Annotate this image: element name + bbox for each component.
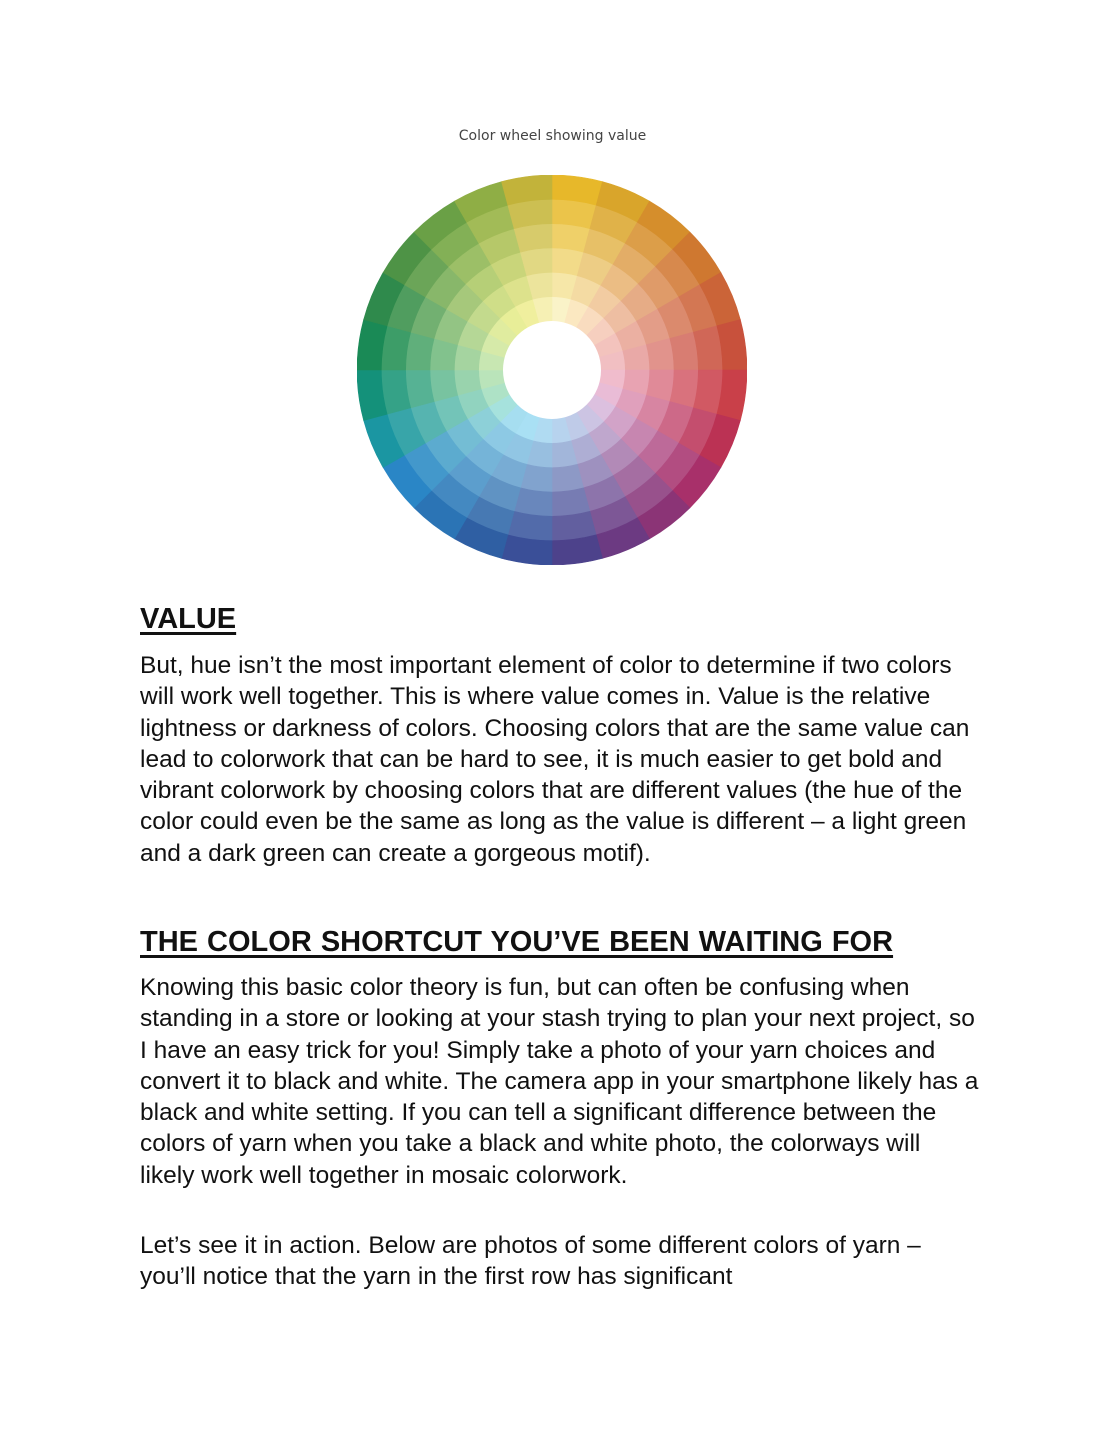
wheel-center: [503, 321, 601, 419]
shortcut-paragraph-1: Knowing this basic color theory is fun, but can often be confusing when standing in a store or looking at your stash trying to plan your next project, so I have an easy trick for you! Simply take a photo of your yarn choices and convert it to black and white. The camera app in your smartphone likely has a black and white setting. If you can tell a significant difference between the colors of yarn when you take a black and white photo, the colorways will likely work well together in mosaic colorwork.: [140, 974, 979, 1189]
shortcut-paragraph-2: Let’s see it in action. Below are photos of some different colors of yarn – you’ll notice that the yarn in the first row has significant: [140, 1232, 921, 1291]
figure-caption: Color wheel showing value: [458, 128, 647, 144]
value-paragraph: But, hue isn’t the most important element of color to determine if two colors will work well together. This is where value comes in. Value is the relative lightness or darkness of colors. Choosing colors that are the same value can lead to colorwork that can be hard to see, it is much easier to get bold and vibrant colorwork by choosing colors that are different values (the hue of the color could even be the same as long as the value is different – a light green and a dark green can create a gorgeous motif).: [140, 652, 970, 867]
section-heading-value: VALUE: [140, 603, 237, 635]
wheel-cell: [552, 488, 590, 516]
wheel-cell: [514, 488, 552, 516]
wheel-cell: [670, 370, 698, 408]
color-wheel-image: [357, 175, 747, 565]
wheel-cell: [514, 224, 552, 252]
wheel-cell: [406, 332, 434, 370]
section-heading-color-shortcut: THE COLOR SHORTCUT YOU’VE BEEN WAITING FOR: [140, 926, 894, 958]
wheel-cell: [552, 224, 590, 252]
wheel-cell: [406, 370, 434, 408]
wheel-cell: [670, 332, 698, 370]
